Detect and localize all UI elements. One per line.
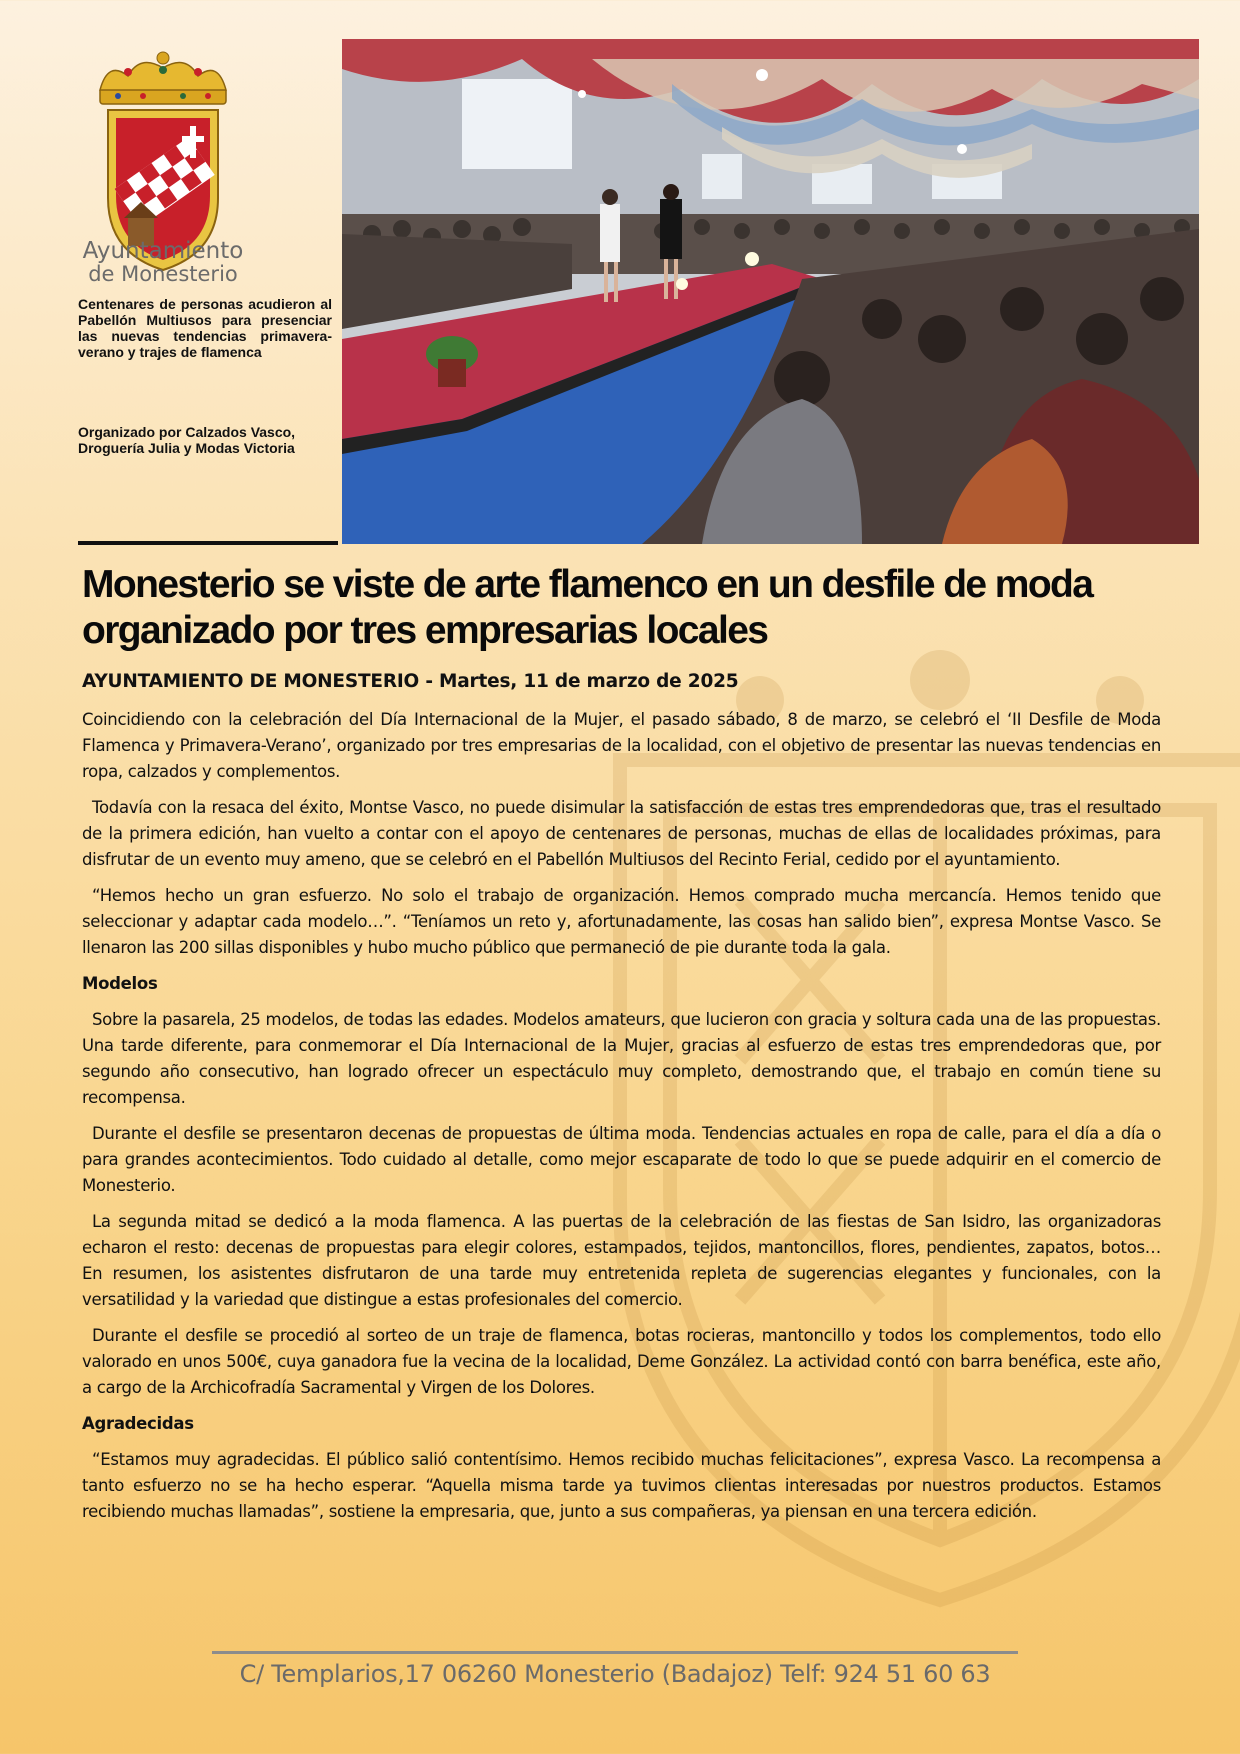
paragraph-5: Durante el desfile se presentaron decenas de propuestas de última moda. Tendencias actuales en ropa de calle, para el día a día o para grandes acontecimientos. Todo cuidado al detalle, como mejor escaparate de todo lo que se puede adquirir en el comercio de Monesterio. (82, 1124, 1161, 1195)
paragraph-7: Durante el desfile se procedió al sorteo de un traje de flamenca, botas rocieras, mantoncillo y todos los complementos, todo ello valorado en unos 500€, cuya ganadora fue la vecina de la localidad, Deme González. La actividad contó con barra benéfica, este año, a cargo de la Archicofradía Sacramental y Virgen de los Dolores. (82, 1326, 1161, 1397)
paragraph-3: “Hemos hecho un gran esfuerzo. No solo el trabajo de organización. Hemos comprado mucha mercancía. Hemos tenido que seleccionar y adaptar cada modelo…”. “Teníamos un reto y, afortunadamente, las cosas han salido bien”, expresa Montse Vasco. Se llenaron las 200 sillas disponibles y hubo mucho público que permaneció de pie durante toda la gala. (82, 886, 1161, 957)
subheading-agradecidas: Agradecidas (82, 1414, 194, 1433)
logo-text-ayuntamiento: Ayuntamiento (82, 238, 244, 264)
photo-caption: Centenares de personas acudieron al Pabellón Multiusos para presenciar las nuevas tendencias primavera-verano y trajes de flamenca (78, 296, 332, 360)
paragraph-2: Todavía con la resaca del éxito, Montse Vasco, no puede disimular la satisfacción de estas tres emprendedoras que, tras el resultado de la primera edición, han vuelto a contar con el apoyo de centenares de personas, muchas de ellas de localidades próximas, para disfrutar de un evento muy ameno, que se celebró en el Pabellón Multiusos del Recinto Ferial, cedido por el ayuntamiento. (82, 798, 1161, 869)
paragraph-4: Sobre la pasarela, 25 modelos, de todas las edades. Modelos amateurs, que lucieron con gracia y soltura cada una de las propuestas. Una tarde diferente, para conmemorar el Día Internacional de la Mujer, gracias al esfuerzo de estas tres emprendedoras que, por segundo año consecutivo, han logrado ofrecer un espectáculo muy completo, demostrando que, el trabajo en común tiene su recompensa. (82, 1010, 1161, 1107)
article-body (82, 707, 1161, 1535)
crown-icon (100, 52, 226, 104)
logo-text-monesterio: de Monesterio (88, 262, 238, 286)
fashion-show-photo (342, 39, 1199, 544)
footer-divider (212, 1651, 1018, 1654)
paragraph-intro: Coincidiendo con la celebración del Día Internacional de la Mujer, el pasado sábado, 8 de marzo, se celebró el ‘II Desfile de Moda Flamenca y Primavera-Verano’, organizado por tres empresarias de la localidad, con el objetivo de presentar las nuevas tendencias en ropa, calzados y complementos. (82, 710, 1161, 781)
footer-address: C/ Templarios,17 06260 Monesterio (Badajoz) Telf: 924 51 60 63 (239, 1660, 991, 1688)
article-dateline: AYUNTAMIENTO DE MONESTERIO - Martes, 11 de marzo de 2025 (82, 671, 739, 692)
organizers-caption: Organizado por Calzados Vasco, Droguería Julia y Modas Victoria (78, 424, 296, 456)
caption-divider (78, 541, 338, 545)
article-headline: Monesterio se viste de arte flamenco en un desfile de moda organizado por tres empresarias locales (82, 563, 1093, 652)
subheading-modelos: Modelos (82, 974, 158, 993)
paragraph-6: La segunda mitad se dedicó a la moda flamenca. A las puertas de la celebración de las fiestas de San Isidro, las organizadoras echaron el resto: decenas de propuestas para elegir colores, estampados, tejidos, mantoncillos, flores, pendientes, zapatos, botos… En resumen, los asistentes disfrutaron de una tarde muy entretenida repleta de sugerencias elegantes y funcionales, con la versatilidad y la variedad que distingue a estas profesionales del comercio. (82, 1212, 1161, 1309)
paragraph-8: “Estamos muy agradecidas. El público salió contentísimo. Hemos recibido muchas felicitaciones”, expresa Vasco. La recompensa a tanto esfuerzo no se ha hecho esperar. “Aquella misma tarde ya tuvimos clientas interesadas por nuestros productos. Estamos recibiendo muchas llamadas”, sostiene la empresaria, que, junto a sus compañeras, ya piensan en una tercera edición. (82, 1450, 1161, 1521)
